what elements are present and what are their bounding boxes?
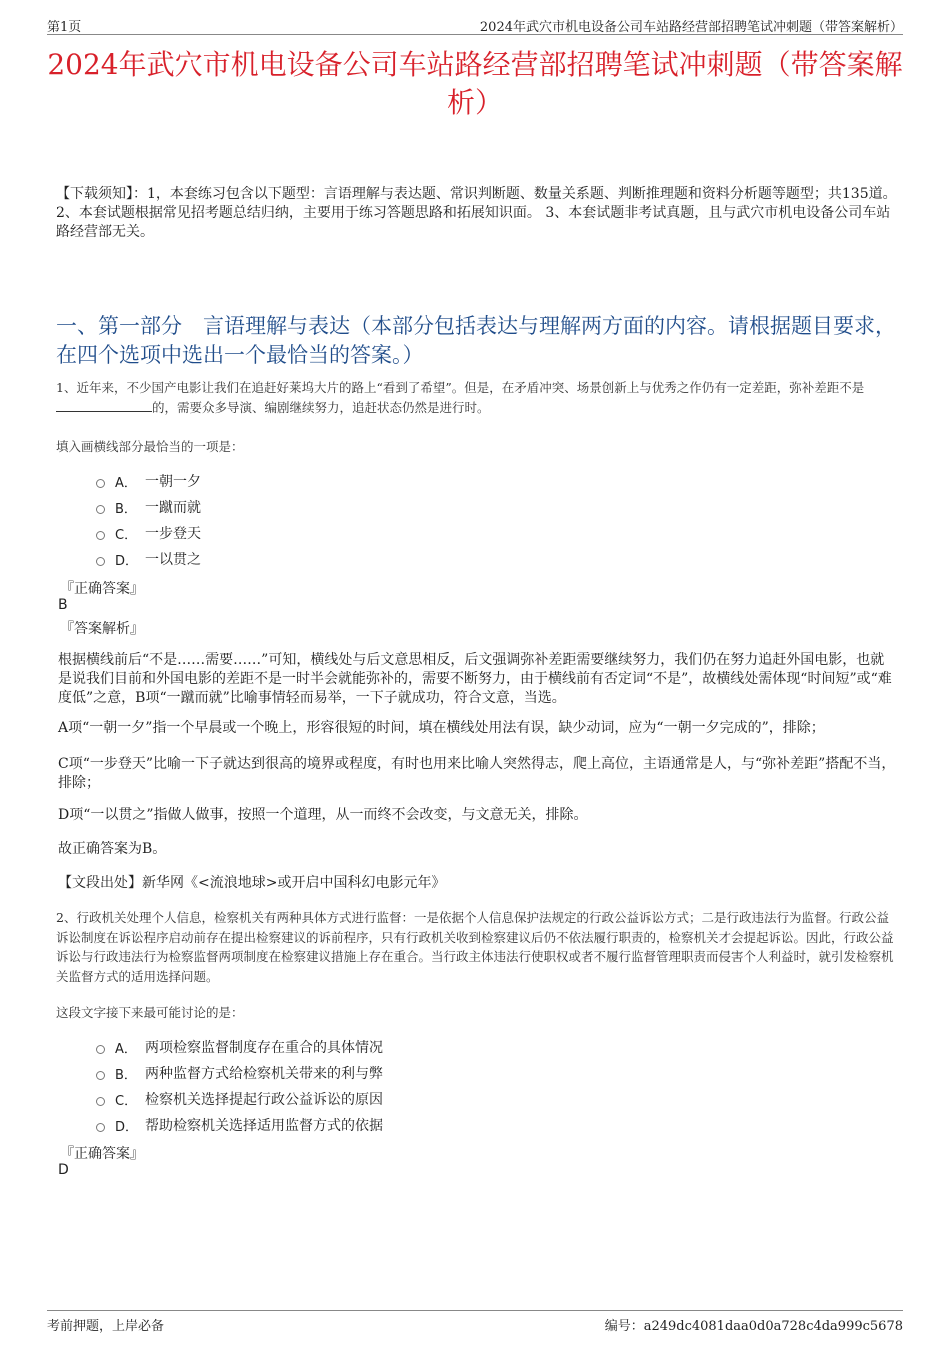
question-1-stem: 1、近年来，不少国产电影让我们在追赶好莱坞大片的路上“看到了希望”。但是，在矛盾冲突、场景创新上与优秀之作仍有一定差距，弥补差距不是的，需要众多导演、编剧继续努力，追赶状态仍然是进行时。	[56, 380, 865, 415]
question-1-prompt: 填入画横线部分最恰当的一项是：	[56, 439, 244, 454]
radio-icon[interactable]	[96, 1071, 105, 1080]
page-footer	[47, 1310, 903, 1334]
question-2-prompt: 这段文字接下来最可能讨论的是：	[56, 1005, 244, 1020]
source-citation: 【文段出处】新华网《<流浪地球>或开启中国科幻电影元年》	[58, 875, 446, 891]
radio-icon[interactable]	[96, 505, 105, 514]
option-b[interactable]: B． 两种监督方式给检察机关带来的利与弊	[96, 1060, 383, 1086]
answer-tag: 『正确答案』	[60, 581, 144, 597]
option-a[interactable]: A． 一朝一夕	[96, 468, 201, 494]
radio-icon[interactable]	[96, 1097, 105, 1106]
question-2-stem: 2、行政机关处理个人信息，检察机关有两种具体方式进行监督：一是依据个人信息保护法规定的行政公益诉讼方式；二是行政违法行为监督。行政公益诉讼制度在诉讼程序启动前存在提出检察建议的诉前程序，只有行政机关收到检察建议后仍不依法履行职责的，检察机关才会提起诉讼。因此，行政公益诉讼与行政违法行为检察监督两项制度在检察建议措施上存在重合。当行政主体违法行使职权或者不履行监督管理职责而侵害个人利益时，就引发检察机关监督方式的适用选择问题。	[56, 910, 894, 984]
analysis-paragraph: C项“一步登天”比喻一下子就达到很高的境界或程度，有时也用来比喻人突然得志，爬上高位，主语通常是人，与“弥补差距”搭配不当，排除；	[58, 756, 896, 791]
answer-tag: 『正确答案』	[60, 1146, 144, 1162]
fill-blank	[56, 399, 152, 412]
answer-value: B	[58, 597, 68, 613]
radio-icon[interactable]	[96, 1045, 105, 1054]
page-title: 2024年武穴市机电设备公司车站路经营部招聘笔试冲刺题（带答案解析）	[47, 48, 903, 119]
option-c[interactable]: C． 检察机关选择提起行政公益诉讼的原因	[96, 1086, 383, 1112]
analysis-conclusion: 故正确答案为B。	[58, 841, 167, 857]
option-d[interactable]: D． 一以贯之	[96, 546, 201, 572]
page-header	[47, 14, 903, 35]
question-1-options	[96, 468, 201, 572]
option-d[interactable]: D． 帮助检察机关选择适用监督方式的依据	[96, 1112, 383, 1138]
download-notice: 【下载须知】：1，本套练习包含以下题型：言语理解与表达题、常识判断题、数量关系题、判断推理题和资料分析题等题型；共135道。 2、本套试题根据常见招考题总结归纳，主要用于练习答题思路和拓展知识面。 3、本套试题非考试真题，且与武穴市机电设备公司车站路经营部无关。	[56, 186, 897, 240]
page-number: 第1页	[47, 20, 82, 35]
radio-icon[interactable]	[96, 479, 105, 488]
option-b[interactable]: B． 一蹴而就	[96, 494, 201, 520]
analysis-paragraph: 根据横线前后“不是……需要……”可知，横线处与后文意思相反，后文强调弥补差距需要继续努力，我们仍在努力追赶外国电影，也就是说我们目前和外国电影的差距不是一时半会就能弥补的，需要不断努力，由于横线前有否定词“不是”，故横线处需体现“时间短”或“难度低”之意，B项“一蹴而就”比喻事情轻而易举，一下子就成功，符合文意，当选。	[58, 652, 892, 706]
section-heading: 一、第一部分 言语理解与表达（本部分包括表达与理解两方面的内容。请根据题目要求，在四个选项中选出一个最恰当的答案。）	[56, 314, 896, 367]
analysis-tag: 『答案解析』	[60, 621, 144, 637]
option-c[interactable]: C． 一步登天	[96, 520, 201, 546]
analysis-paragraph: A项“一朝一夕”指一个早晨或一个晚上，形容很短的时间，填在横线处用法有误，缺少动词，应为“一朝一夕完成的”，排除；	[58, 720, 825, 736]
answer-value: D	[58, 1162, 69, 1178]
radio-icon[interactable]	[96, 557, 105, 566]
footer-slogan: 考前押题，上岸必备	[47, 1319, 165, 1334]
question-2-options	[96, 1034, 383, 1138]
footer-doc-id: 编号：a249dc4081daa0d0a728c4da999c5678	[604, 1319, 903, 1334]
radio-icon[interactable]	[96, 1123, 105, 1132]
radio-icon[interactable]	[96, 531, 105, 540]
analysis-paragraph: D项“一以贯之”指做人做事，按照一个道理，从一而终不会改变，与文意无关，排除。	[58, 807, 588, 823]
header-doc-title: 2024年武穴市机电设备公司车站路经营部招聘笔试冲刺题（带答案解析）	[479, 20, 903, 35]
option-a[interactable]: A． 两项检察监督制度存在重合的具体情况	[96, 1034, 383, 1060]
